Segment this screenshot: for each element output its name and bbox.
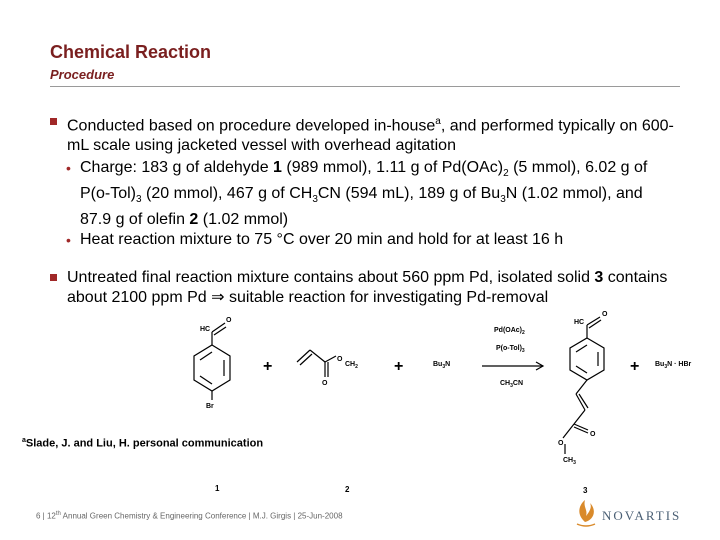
svg-text:2 [345, 485, 350, 494]
hco-label-1: HC [200, 326, 211, 333]
svg-text:Pd(OAc)2 [494, 327, 525, 336]
o-ester-label-2: O [337, 356, 343, 363]
reagent-pdoac-sub: 2 [522, 330, 525, 336]
svg-text:O [226, 317, 232, 324]
hco-label-3: HC [574, 319, 585, 326]
bullet-dot-icon: • [66, 232, 71, 248]
footer: 6 | 12th Annual Green Chemistry & Engineering Conference | M.J. Girgis | 25-Jun-2008 [36, 511, 343, 521]
svg-text:Br [206, 403, 214, 410]
bullet-text: Conducted based on procedure developed in-house$^a$, and performed typically on 600-mL scale using jacketed vessel with overhead agitation [67, 116, 674, 155]
svg-text:O [590, 431, 596, 438]
byproduct-sub: 3 [664, 364, 668, 370]
slide-title: Chemical Reaction [50, 42, 212, 62]
bullet-text: Untreated final reaction mixture contains about 560 ppm Pd, isolated solid 3 contains about 2100 ppm Pd ⇒ suitable reaction for investigating Pd-removal [67, 269, 668, 306]
ch2-label: CH [345, 361, 356, 368]
sub-bullet-text: Charge: 183 g of aldehyde 1 (989 mmol), 1.11 g of $Pd(OAc)_2$ (5 mmol), 6.02 g of $P(o-Tol)_3$ (20 mmol), 467 g of $CH_3CN$ (594 mL), 189 g of $Bu_3N$ (1.02 mmol), and 87.9 g of olefin 2 (1.02 mmol) [80, 159, 648, 229]
plus-sign: + [394, 358, 404, 375]
o-label-3: O [602, 311, 608, 318]
compound-label-3: 3 [583, 486, 588, 495]
plus-sign: + [263, 358, 273, 375]
o-carbonyl-label-2: O [322, 380, 328, 387]
svg-text:O [322, 380, 328, 387]
svg-text:P(o-Tol)3 [496, 345, 525, 354]
slide-subtitle: Procedure [50, 67, 115, 82]
svg-text:+ [263, 358, 272, 375]
svg-text:+ [630, 358, 639, 375]
bu3n-label: Bu [433, 361, 443, 368]
solvent-cn: CN [512, 380, 524, 387]
svg-text:CH3 [563, 457, 576, 466]
svg-text:CH2 [345, 361, 358, 370]
svg-text:1 [215, 484, 220, 493]
svg-text:O [558, 440, 564, 447]
svg-text:3 [583, 486, 588, 495]
bullet-dot-icon: • [66, 160, 71, 176]
solvent-label: CH [500, 380, 511, 387]
plus-sign: + [630, 358, 640, 375]
byproduct-label: Bu [655, 361, 665, 368]
ring-compound-1 [194, 345, 230, 391]
novartis-logo-icon [577, 500, 595, 526]
svg-text:Bu3N [433, 361, 450, 370]
ch3-label-3: CH [563, 457, 574, 464]
reagent-pdoac: Pd(OAc) [494, 327, 522, 334]
br-label: Br [206, 403, 214, 410]
ring-compound-3 [570, 338, 604, 380]
svg-text:Bu3N · HBr [655, 361, 692, 370]
sub-bullet-text: Heat reaction mixture to 75 °C over 20 min and hold for at least 16 h [80, 231, 564, 248]
byproduct-rest: N · HBr [667, 361, 692, 368]
svg-text:O [602, 311, 608, 318]
reagent-potol: P(o-Tol) [496, 345, 522, 352]
bu3n-n: N [445, 361, 451, 368]
ch3-sub-3: 3 [573, 460, 576, 466]
footnote: $^a$Slade, J. and Liu, H. personal communication [22, 437, 264, 450]
reagent-potol-sub: 3 [521, 348, 525, 354]
compound-label-1: 1 [215, 484, 220, 493]
svg-text:O [337, 356, 343, 363]
bu3n-sub: 3 [442, 364, 446, 370]
compound-label-2: 2 [345, 485, 350, 494]
svg-text:+ [394, 358, 403, 375]
svg-text:HC [574, 319, 584, 326]
o-ester-label-3: O [558, 440, 564, 447]
svg-text:HC [200, 326, 210, 333]
o-label-1: O [226, 317, 232, 324]
ch2-sub: 2 [355, 364, 358, 370]
o-carbonyl-label-3: O [590, 431, 596, 438]
novartis-logo-text: NOVARTIS [602, 508, 682, 523]
svg-text:CH3CN [500, 380, 523, 389]
solvent-sub: 3 [510, 383, 513, 389]
